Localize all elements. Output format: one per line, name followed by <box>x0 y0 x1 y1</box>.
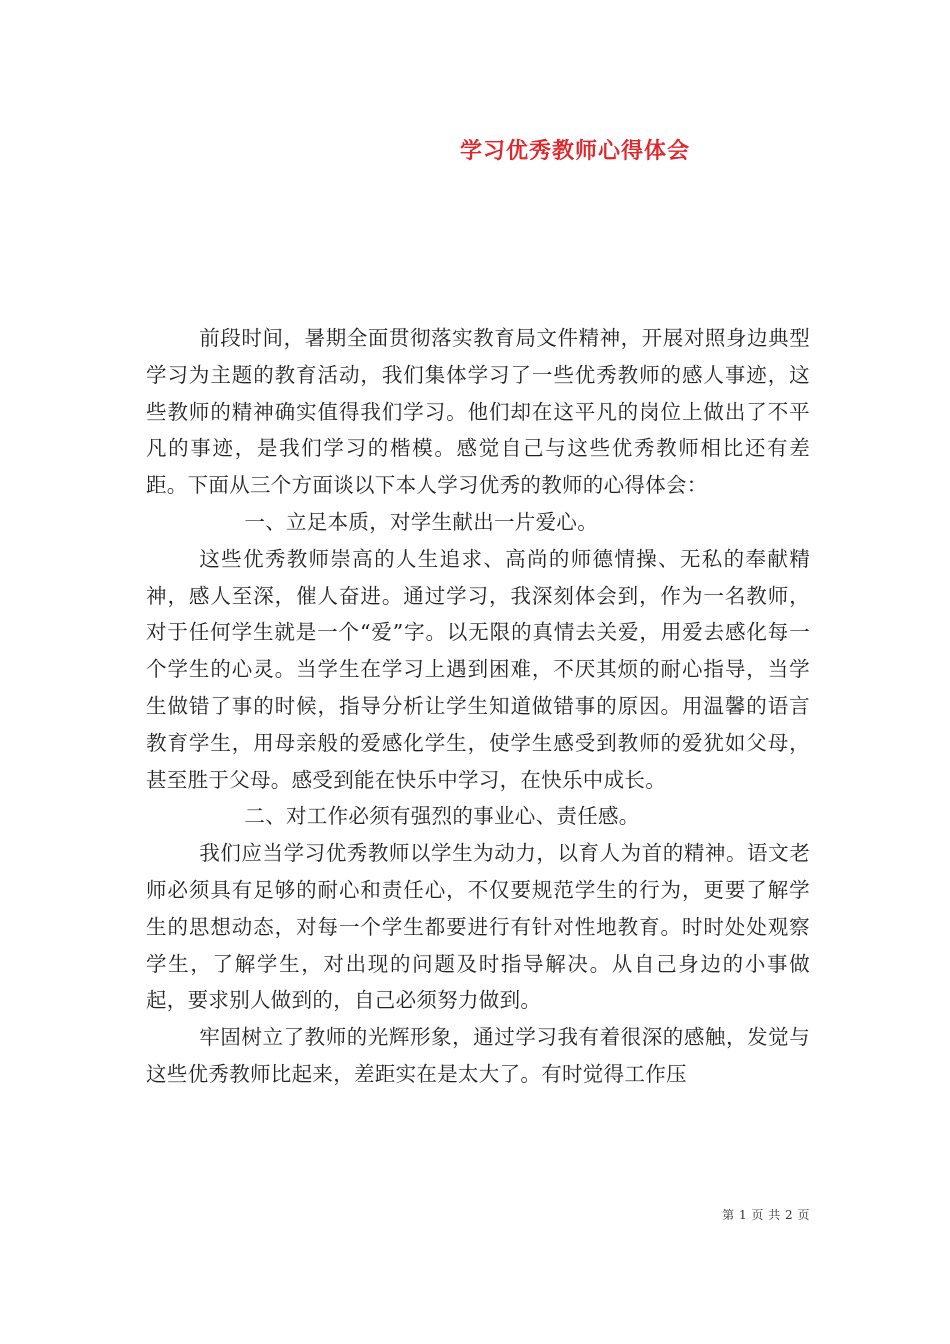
document-title: 学习优秀教师心得体会 <box>459 138 690 164</box>
page-number-footer: 第 1 页 共 2 页 <box>722 1208 810 1222</box>
section-heading-1: 一、立足本质，对学生献出一片爱心。 <box>244 509 598 534</box>
paragraph-intro: 前段时间，暑期全面贯彻落实教育局文件精神，开展对照身边典型学习为主题的教育活动，我们集体学习了一些优秀教师的感人事迹，这些教师的精神确实值得我们学习。他们却在这平凡的岗位上做出了不平凡的事迹，是我们学习的楷模。感觉自己与这些优秀教师相比还有差距。下面从三个方面谈以下本人学习优秀的教师的心得体会： <box>146 326 810 498</box>
paragraph-section-2: 我们应当学习优秀教师以学生为动力，以育人为首的精神。语文老师必须具有足够的耐心和责任心，不仅要规范学生的行为，更要了解学生的思想动态，对每一个学生都要进行有针对性地教育。时时处处观察学生，了解学生，对出现的问题及时指导解决。从自己身边的小事做起，要求别人做到的，自己必须努力做到。 <box>146 841 810 1013</box>
paragraph-continued: 牢固树立了教师的光辉形象，通过学习我有着很深的感触，发觉与这些优秀教师比起来，差距实在是太大了。有时觉得工作压 <box>146 1025 810 1086</box>
paragraph-section-1: 这些优秀教师崇高的人生追求、高尚的师德情操、无私的奉献精神，感人至深，催人奋进。通过学习，我深刻体会到，作为一名教师，对于任何学生就是一个“爱”字。以无限的真情去关爱，用爱去感化每一个学生的心灵。当学生在学习上遇到困难，不厌其烦的耐心指导，当学生做错了事的时候，指导分析让学生知道做错事的原因。用温馨的语言教育学生，用母亲般的爱感化学生，使学生感受到教师的爱犹如父母，甚至胜于父母。感受到能在快乐中学习，在快乐中成长。 <box>146 546 810 792</box>
document-body <box>146 320 810 1093</box>
section-heading-2: 二、对工作必须有强烈的事业心、责任感。 <box>244 804 640 829</box>
